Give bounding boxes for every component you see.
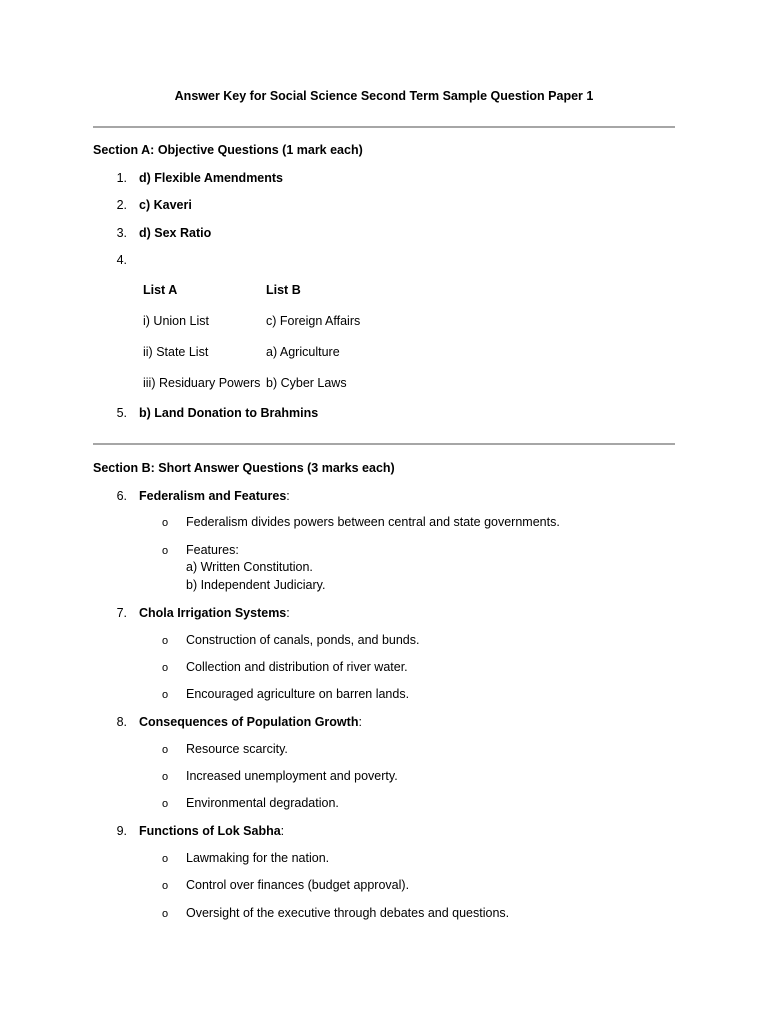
question-number: 6.: [116, 489, 127, 503]
bullet-point: Control over finances (budget approval).: [186, 878, 410, 892]
list-b-item: b) Cyber Laws: [266, 376, 347, 390]
bullet-point: Oversight of the executive through debates and questions.: [186, 906, 510, 920]
question-title: Functions of Lok Sabha:: [139, 824, 285, 838]
list-b-header: List B: [266, 283, 301, 297]
answer-text: c) Kaveri: [139, 198, 192, 212]
bullet-marker: o: [162, 635, 169, 647]
question-title: Consequences of Population Growth:: [139, 715, 362, 729]
bullet-point: Features:: [186, 543, 239, 557]
question-number: 9.: [116, 824, 127, 838]
question-number: 7.: [116, 606, 127, 620]
section-b-heading: Section B: Short Answer Questions (3 marks each): [93, 461, 395, 475]
bullet-point: Encouraged agriculture on barren lands.: [186, 687, 410, 701]
list-a-item: i) Union List: [143, 314, 209, 328]
answer-text: d) Flexible Amendments: [139, 171, 284, 185]
bullet-point: Collection and distribution of river water.: [186, 660, 408, 674]
bullet-marker: o: [162, 908, 169, 920]
bullet-point: Environmental degradation.: [186, 796, 339, 810]
answer-number: 2.: [116, 198, 127, 212]
question-number: 8.: [116, 715, 127, 729]
question-title: Federalism and Features:: [139, 489, 290, 503]
bullet-point: Construction of canals, ponds, and bunds.: [186, 633, 420, 647]
bullet-marker: o: [162, 517, 169, 529]
bullet-marker: o: [162, 744, 169, 756]
list-a-header: List A: [143, 283, 178, 297]
bullet-point: Resource scarcity.: [186, 742, 288, 756]
answer-number: 3.: [116, 226, 127, 240]
bullet-subpoint: a) Written Constitution.: [186, 560, 313, 574]
page-title: Answer Key for Social Science Second Term Sample Question Paper 1: [174, 89, 594, 103]
question-title: Chola Irrigation Systems:: [139, 606, 290, 620]
bullet-marker: o: [162, 662, 169, 674]
list-a-item: iii) Residuary Powers: [143, 376, 261, 390]
list-a-item: ii) State List: [143, 345, 209, 359]
list-b-item: c) Foreign Affairs: [266, 314, 361, 328]
divider: [93, 126, 675, 128]
bullet-marker: o: [162, 545, 169, 557]
section-a-heading: Section A: Objective Questions (1 mark each): [93, 143, 363, 157]
bullet-marker: o: [162, 853, 169, 865]
answer-number: 4.: [116, 253, 127, 267]
answer-text: b) Land Donation to Brahmins: [139, 406, 319, 420]
list-b-item: a) Agriculture: [266, 345, 340, 359]
bullet-marker: o: [162, 689, 169, 701]
answer-number: 1.: [116, 171, 127, 185]
divider: [93, 443, 675, 445]
answer-text: d) Sex Ratio: [139, 226, 212, 240]
bullet-marker: o: [162, 771, 169, 783]
bullet-point: Lawmaking for the nation.: [186, 851, 330, 865]
bullet-marker: o: [162, 880, 169, 892]
bullet-marker: o: [162, 798, 169, 810]
answer-number: 5.: [116, 406, 127, 420]
bullet-point: Federalism divides powers between central and state governments.: [186, 515, 560, 529]
bullet-point: Increased unemployment and poverty.: [186, 769, 398, 783]
bullet-subpoint: b) Independent Judiciary.: [186, 578, 326, 592]
